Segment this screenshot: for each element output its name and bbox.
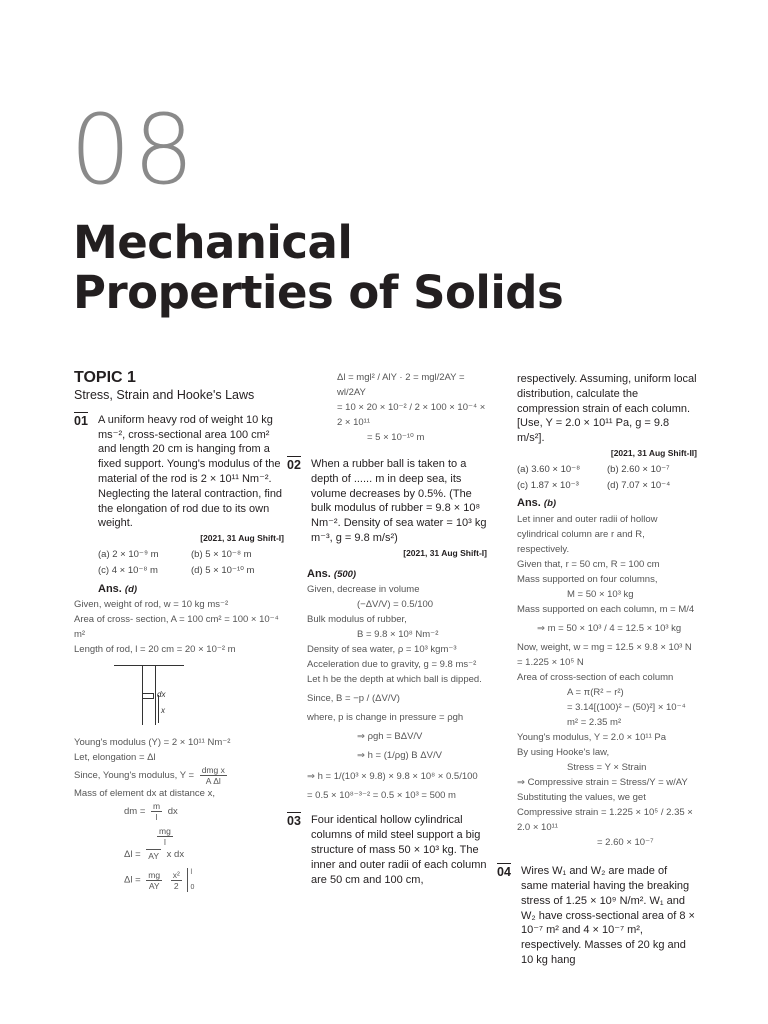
exam-tag-row bbox=[517, 446, 697, 461]
answer-value: (b) bbox=[543, 498, 557, 510]
sol-text: Δl = bbox=[124, 874, 141, 886]
option-c: (c) 4 × 10⁻⁸ m bbox=[98, 564, 158, 576]
sol-line: Area of cross-section of each column bbox=[517, 672, 674, 684]
sol-line: ⇒ h = (1/ρg) B ΔV/V bbox=[357, 750, 442, 762]
chapter-title-line2: Properties of Solids bbox=[73, 266, 564, 319]
denominator: A Δl bbox=[205, 776, 221, 787]
sol-line: ⇒ m = 50 × 10³ / 4 = 12.5 × 10³ kg bbox=[537, 623, 682, 635]
sol-line bbox=[74, 765, 284, 786]
sol-line: m² = 2.35 m² bbox=[567, 717, 622, 729]
column-2 bbox=[287, 370, 487, 887]
question-text-cont: respectively. Assuming, uniform local distribution, calculate the compression strain of each column. [Use, Y = 2.0 × 10¹¹ Pa, g = 9.8 m/s²]. bbox=[517, 373, 697, 445]
fraction bbox=[151, 801, 162, 822]
sol-line bbox=[74, 847, 284, 862]
question-text: Four identical hollow cylindrical columns of mild steel support a big structure of mass 50 × 10³ kg. The inner and outer radii of each column are 50 cm and 100 cm, bbox=[311, 814, 487, 886]
question-number: 01 bbox=[74, 413, 88, 428]
sol-line: Length of rod, l = 20 cm = 20 × 10⁻² m bbox=[74, 644, 236, 656]
denominator: AY bbox=[148, 880, 160, 891]
fraction bbox=[171, 870, 182, 891]
sol-line: (−ΔV/V) = 0.5/100 bbox=[357, 599, 434, 611]
numerator: x² bbox=[172, 869, 180, 880]
sol-line: Let h be the depth at which ball is dipped. bbox=[307, 674, 482, 686]
column-1 bbox=[74, 368, 284, 892]
question-number: 02 bbox=[287, 458, 301, 472]
label-x: x bbox=[161, 706, 165, 716]
sol-line: = 5 × 10⁻¹⁰ m bbox=[367, 432, 425, 443]
solution-02 bbox=[287, 582, 487, 803]
exam-tag-row bbox=[311, 546, 487, 561]
exam-tag-row bbox=[98, 531, 284, 546]
sol-line bbox=[74, 868, 284, 892]
sol-line: = 10 × 20 × 10⁻² / 2 × 100 × 10⁻⁴ × 2 × 10¹¹ bbox=[337, 402, 486, 428]
label-dx: dx bbox=[157, 690, 166, 700]
sol-line: Area of cross- section, A = 100 cm² = 100 × 10⁻⁴ m² bbox=[74, 614, 279, 641]
sol-line: = 3.14[(100)² − (50)²] × 10⁻⁴ bbox=[567, 702, 686, 714]
options-list bbox=[517, 463, 697, 494]
sol-line: Let inner and outer radii of hollow cylindrical column are r and R, respectively. bbox=[517, 514, 658, 556]
limit-upper: l bbox=[190, 869, 193, 877]
sol-line: Given, weight of rod, w = 10 kg ms⁻² bbox=[74, 599, 229, 611]
topic-subtitle: Stress, Strain and Hooke's Laws bbox=[74, 388, 255, 402]
answer bbox=[287, 567, 487, 583]
numerator: m bbox=[153, 801, 161, 812]
sol-line: = 2.60 × 10⁻⁷ bbox=[597, 837, 654, 849]
option-b: (b) 2.60 × 10⁻⁷ bbox=[607, 463, 670, 475]
column-3 bbox=[497, 372, 697, 968]
sol-line: Compressive strain = 1.225 × 10⁵ / 2.35 × 2.0 × 10¹¹ bbox=[517, 807, 693, 834]
sol-line: A = π(R² − r²) bbox=[567, 687, 624, 699]
answer bbox=[517, 496, 697, 512]
sol-line: Since, B = −p / (ΔV/V) bbox=[307, 693, 400, 705]
numerator: mg bbox=[159, 826, 171, 837]
answer-value: (d) bbox=[124, 583, 138, 595]
question-03-cont bbox=[497, 372, 697, 850]
sol-line: Substituting the values, we get bbox=[517, 792, 646, 804]
sol-line: Acceleration due to gravity, g = 9.8 ms⁻² bbox=[307, 659, 477, 671]
question-number: 03 bbox=[287, 814, 301, 829]
answer-value: (500) bbox=[333, 568, 357, 580]
option-a: (a) 2 × 10⁻⁹ m bbox=[98, 548, 159, 560]
option-a: (a) 3.60 × 10⁻⁸ bbox=[517, 463, 581, 475]
sol-line: = 1.225 × 10⁵ N bbox=[517, 657, 584, 669]
denominator: AY bbox=[148, 850, 160, 861]
sol-line: Given, decrease in volume bbox=[307, 584, 420, 596]
sol-line: Now, weight, w = mg = 12.5 × 9.8 × 10³ N bbox=[517, 642, 692, 654]
denominator: l bbox=[155, 812, 158, 823]
answer bbox=[98, 582, 284, 598]
option-b: (b) 5 × 10⁻⁸ m bbox=[191, 548, 252, 560]
sol-line: By using Hooke's law, bbox=[517, 747, 610, 759]
chapter-title-line1: Mechanical bbox=[73, 216, 353, 269]
question-04 bbox=[497, 864, 697, 968]
rod-element bbox=[142, 693, 154, 699]
sol-line: Δl = mgl² / AlY · 2 = mgl/2AY = wl/2AY bbox=[337, 372, 465, 398]
sol-line: Let, elongation = Δl bbox=[74, 752, 156, 764]
fraction bbox=[146, 849, 161, 861]
sol-line: Mass supported on each column, m = M/4 bbox=[517, 604, 695, 616]
sol-line: where, p is change in pressure = ρgh bbox=[307, 712, 464, 724]
sol-text: dx bbox=[167, 806, 178, 818]
sol-line bbox=[74, 826, 284, 847]
exam-tag: [2021, 31 Aug Shift-I] bbox=[200, 533, 284, 544]
sol-line: = 0.5 × 10⁸⁻³⁻² = 0.5 × 10³ = 500 m bbox=[307, 790, 456, 802]
sol-text: dm = bbox=[124, 806, 146, 818]
sol-line: Given that, r = 50 cm, R = 100 cm bbox=[517, 559, 660, 571]
topic-label: TOPIC 1 bbox=[74, 369, 136, 386]
denominator: l bbox=[163, 837, 166, 848]
exam-tag: [2021, 31 Aug Shift-II] bbox=[610, 447, 697, 458]
evaluation-bar bbox=[187, 868, 198, 892]
sol-line: Bulk modulus of rubber, bbox=[307, 614, 407, 626]
exam-tag: [2021, 31 Aug Shift-I] bbox=[403, 547, 487, 558]
sol-line: Mass supported on four columns, bbox=[517, 574, 658, 586]
sol-line: Young's modulus (Y) = 2 × 10¹¹ Nm⁻² bbox=[74, 737, 231, 749]
question-text: When a rubber ball is taken to a depth of ...... m in deep sea, its volume decreases by 0.5%. (The bulk modulus of rubber = 9.8 × 10⁸ Nm⁻². Density of sea water = 10³ kg m⁻³, g = 9.8 m/s²) bbox=[311, 458, 487, 544]
rod-figure bbox=[114, 665, 214, 727]
denominator: 2 bbox=[173, 880, 179, 891]
answer-label: Ans. bbox=[517, 497, 541, 510]
sol-line: M = 50 × 10³ kg bbox=[567, 589, 634, 601]
sol-line: Stress = Y × Strain bbox=[567, 762, 647, 774]
answer-label: Ans. bbox=[307, 567, 331, 580]
sol-line: ⇒ Compressive strain = Stress/Y = w/AY bbox=[517, 777, 688, 789]
sol-line: ⇒ ρgh = BΔV/V bbox=[357, 731, 423, 743]
fraction bbox=[146, 870, 162, 891]
option-d: (d) 5 × 10⁻¹⁰ m bbox=[191, 564, 255, 576]
sol-line: Density of sea water, ρ = 10³ kgm⁻³ bbox=[307, 644, 457, 656]
sol-line: ⇒ h = 1/(10³ × 9.8) × 9.8 × 10⁸ × 0.5/100 bbox=[307, 771, 478, 783]
fraction bbox=[200, 765, 227, 786]
sol-line: B = 9.8 × 10⁸ Nm⁻² bbox=[357, 629, 439, 641]
chapter-number: 08 bbox=[70, 94, 197, 206]
option-d: (d) 7.07 × 10⁻⁴ bbox=[607, 479, 671, 491]
question-text: A uniform heavy rod of weight 10 kg ms⁻², cross-sectional area 100 cm² and length 20 cm is hanging from a fixed support. Young's modulus of the material of the rod is 2 × 10¹¹ Nm⁻². Neglecting the lateral contraction, find the elongation of rod due to its own weight. bbox=[98, 413, 283, 530]
sol-line bbox=[74, 801, 284, 822]
option-c: (c) 1.87 × 10⁻³ bbox=[517, 479, 579, 491]
question-02 bbox=[287, 457, 487, 561]
solution-01 bbox=[74, 597, 284, 892]
options-list bbox=[98, 548, 284, 579]
chapter-title bbox=[73, 218, 563, 318]
sol-text: Δl = bbox=[124, 849, 141, 861]
question-text: Wires W₁ and W₂ are made of same material having the breaking stress of 1.25 × 10⁹ N/m². W₁ and W₂ have cross-sectional area of 8 × 10⁻⁷ m² and 4 × 10⁻⁷ m², respectively. Masses of 20 kg and 10 kg hang bbox=[521, 865, 695, 966]
question-03 bbox=[287, 813, 487, 887]
sol-line: Young's modulus, Y = 2.0 × 10¹¹ Pa bbox=[517, 732, 666, 744]
question-01 bbox=[74, 413, 284, 598]
sol-text: Since, Young's modulus, Y = bbox=[74, 770, 195, 782]
solution-03 bbox=[517, 512, 697, 850]
question-number: 04 bbox=[497, 865, 511, 880]
limit-lower: 0 bbox=[190, 884, 195, 892]
numerator: dmg x bbox=[201, 765, 225, 776]
answer-label: Ans. bbox=[98, 582, 122, 595]
numerator: mg bbox=[148, 869, 161, 880]
solution-01-cont bbox=[287, 370, 487, 445]
sol-line: Mass of element dx at distance x, bbox=[74, 788, 215, 800]
fraction bbox=[157, 826, 173, 847]
sol-text: x dx bbox=[166, 849, 185, 861]
